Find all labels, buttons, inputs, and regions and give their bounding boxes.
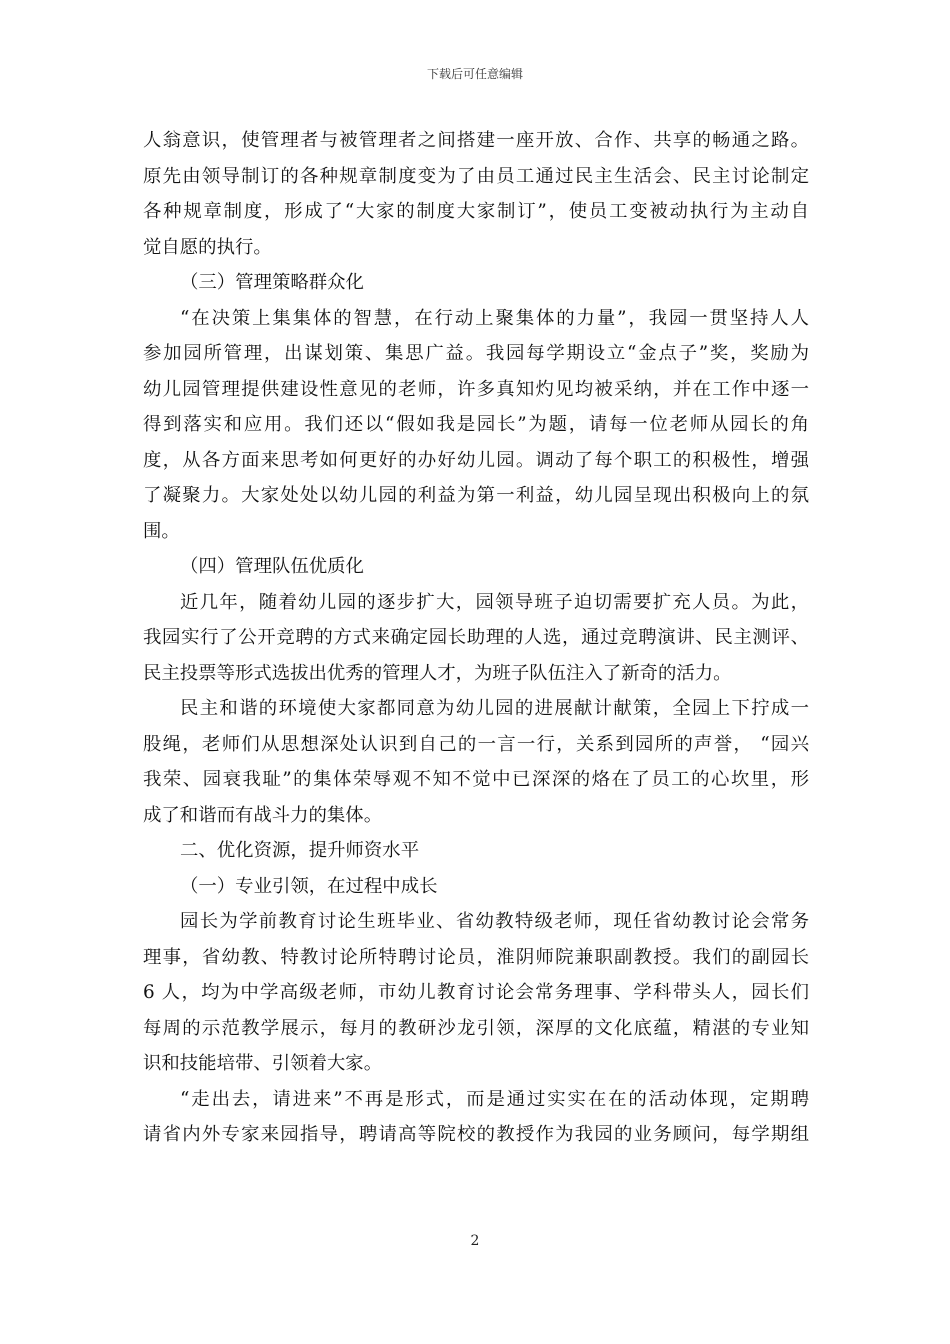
text-line: （三）管理策略群众化	[180, 272, 364, 293]
text-line: 原先由领导制订的各种规章制度变为了由员工通过民主生活会、民主讨论制定	[143, 165, 809, 187]
page-header: 下载后可任意编辑	[426, 67, 523, 81]
text-line: 各种规章制度，形成了“大家的制度大家制订”，使员工变被动执行为主动自	[143, 201, 809, 222]
text-line: “在决策上集集体的智慧，在行动上聚集体的力量”，我园一贯坚持人人	[180, 307, 809, 329]
text-line: 股绳，老师们从思想深处认识到自己的一言一行，关系到园所的声誉， “园兴	[143, 733, 809, 755]
text-line: “走出去，请进来”不再是形式，而是通过实实在在的活动体现，定期聘	[180, 1088, 809, 1110]
text-line: 觉自愿的执行。	[143, 236, 272, 258]
page-number: 2	[470, 1233, 480, 1249]
document-body	[143, 123, 809, 1153]
text-line: 成了和谐而有战斗力的集体。	[143, 804, 383, 826]
text-line: 人翁意识，使管理者与被管理者之间搭建一座开放、合作、共享的畅通之路。	[143, 130, 809, 151]
text-line: 近几年，随着幼儿园的逐步扩大，园领导班子迫切需要扩充人员。为此，	[180, 591, 809, 613]
text-line: 了凝聚力。大家处处以幼儿园的利益为第一利益，幼儿园呈现出积极向上的氛	[143, 485, 809, 506]
text-line: 我园实行了公开竞聘的方式来确定园长助理的人选，通过竞聘演讲、民主测评、	[143, 627, 809, 648]
text-line: 我荣、园衰我耻”的集体荣辱观不知不觉中已深深的烙在了员工的心坎里，形	[143, 769, 809, 790]
text-line: （四）管理队伍优质化	[180, 556, 364, 577]
text-line: 得到落实和应用。我们还以“假如我是园长”为题，请每一位老师从园长的角	[143, 414, 809, 435]
text-line: 每周的示范教学展示，每月的教研沙龙引领，深厚的文化底蕴，精湛的专业知	[143, 1017, 809, 1039]
text-line: 幼儿园管理提供建设性意见的老师，许多真知灼见均被采纳，并在工作中逐一	[143, 378, 809, 400]
text-line: 理事，省幼教、特教讨论所特聘讨论员，淮阴师院兼职副教授。我们的副园长	[143, 946, 809, 968]
text-line: 请省内外专家来园指导，聘请高等院校的教授作为我园的业务顾问，每学期组	[143, 1124, 809, 1145]
text-line: 民主投票等形式选拔出优秀的管理人才，为班子队伍注入了新奇的活力。	[143, 662, 732, 684]
text-line: 围。	[143, 520, 180, 542]
text-line: 民主和谐的环境使大家都同意为幼儿园的进展献计献策，全园上下拧成一	[180, 698, 809, 719]
text-line: 二、优化资源，提升师资水平	[180, 840, 420, 861]
text-line: 6 人，均为中学高级老师，市幼儿教育讨论会常务理事、学科带头人，园长们	[143, 982, 809, 1003]
text-line: 度，从各方面来思考如何更好的办好幼儿园。调动了每个职工的积极性，增强	[143, 449, 809, 471]
text-line: 园长为学前教育讨论生班毕业、省幼教特级老师，现任省幼教讨论会常务	[180, 911, 809, 932]
text-line: 参加园所管理，出谋划策、集思广益。我园每学期设立“金点子”奖，奖励为	[143, 343, 809, 364]
text-line: （一）专业引领，在过程中成长	[180, 875, 438, 897]
text-line: 识和技能培带、引领着大家。	[143, 1053, 383, 1074]
